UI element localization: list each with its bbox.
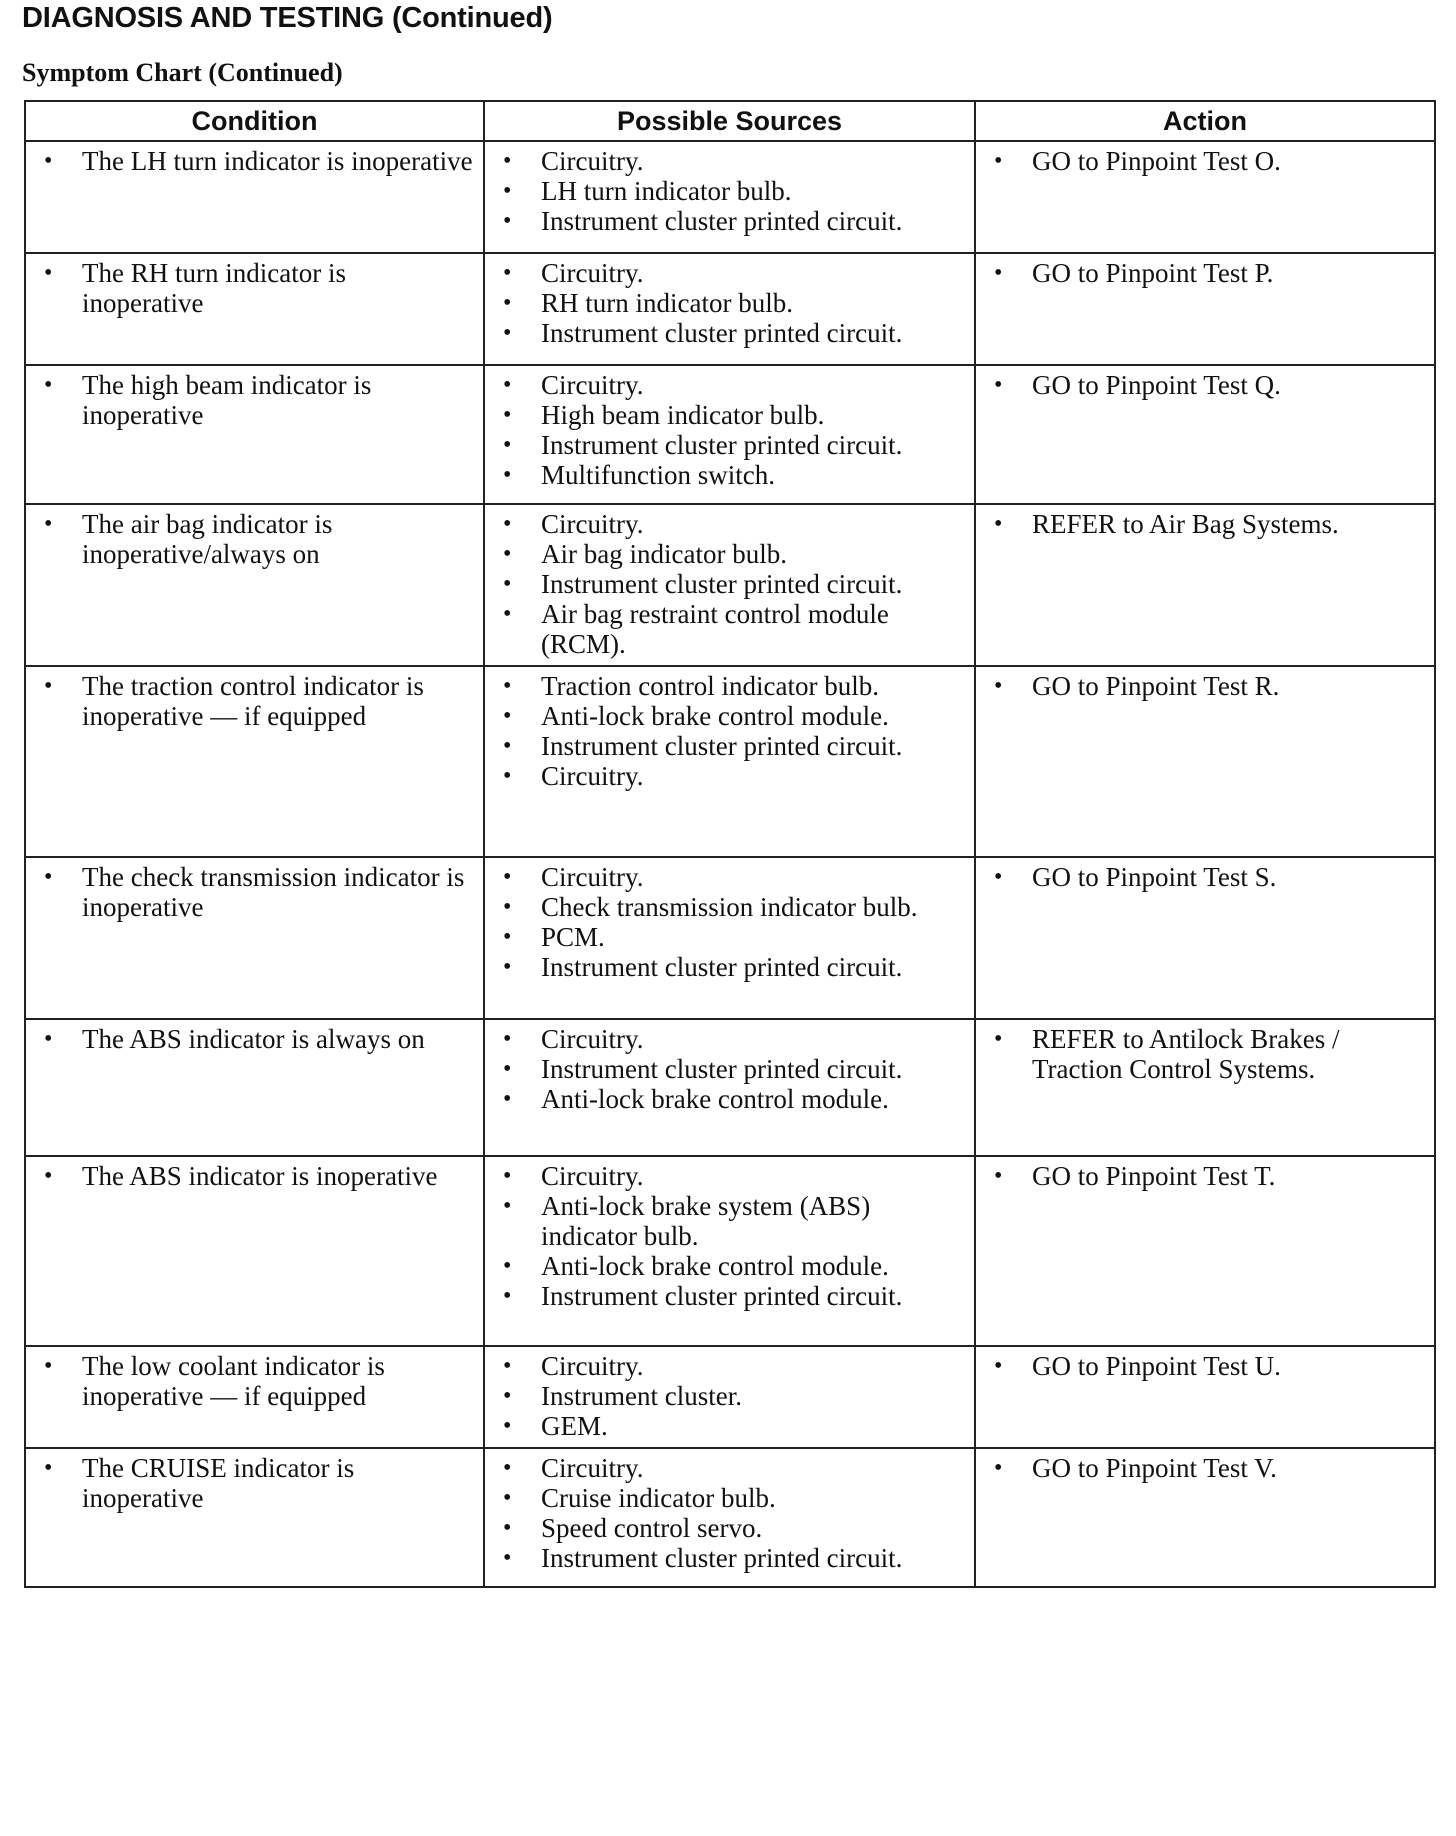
condition-cell-list — [38, 370, 473, 430]
list-item: • Instrument cluster printed circuit. — [497, 1543, 964, 1573]
condition-cell — [25, 1346, 484, 1448]
condition-cell-list — [38, 671, 473, 731]
list-item: • REFER to Air Bag Systems. — [988, 509, 1424, 539]
list-item: • GO to Pinpoint Test U. — [988, 1351, 1424, 1381]
list-item: • Air bag restraint control module (RCM). — [497, 599, 964, 659]
list-item: • Instrument cluster printed circuit. — [497, 952, 964, 982]
table-row — [25, 1019, 1435, 1156]
sources-list — [497, 1453, 964, 1573]
sources-list — [497, 370, 964, 490]
table-body — [25, 141, 1435, 1587]
action-cell-list — [988, 1161, 1424, 1191]
list-item: • Anti-lock brake control module. — [497, 701, 964, 731]
condition-cell-list — [38, 862, 473, 922]
list-item: • Anti-lock brake system (ABS) indicator bulb. — [497, 1191, 964, 1251]
list-item: • The ABS indicator is inoperative — [38, 1161, 473, 1191]
list-item: • Speed control servo. — [497, 1513, 964, 1543]
condition-cell — [25, 1156, 484, 1346]
action-cell-list — [988, 1024, 1424, 1084]
action-cell-list — [988, 509, 1424, 539]
list-item: • Instrument cluster printed circuit. — [497, 1281, 964, 1311]
condition-cell-list — [38, 1351, 473, 1411]
list-item: • The CRUISE indicator is inoperative — [38, 1453, 473, 1513]
action-cell — [975, 1019, 1435, 1156]
action-cell-list — [988, 671, 1424, 701]
list-item: • GEM. — [497, 1411, 964, 1441]
action-cell — [975, 504, 1435, 666]
condition-cell-list — [38, 1161, 473, 1191]
condition-cell — [25, 141, 484, 253]
action-cell-list — [988, 1453, 1424, 1483]
list-item: • Circuitry. — [497, 862, 964, 892]
action-cell — [975, 857, 1435, 1019]
list-item: • Instrument cluster printed circuit. — [497, 430, 964, 460]
list-item: • The ABS indicator is always on — [38, 1024, 473, 1054]
list-item: • The high beam indicator is inoperative — [38, 370, 473, 430]
action-cell — [975, 1156, 1435, 1346]
sources-cell — [484, 1156, 975, 1346]
table-header-row — [25, 101, 1435, 141]
sources-list — [497, 1351, 964, 1441]
table-row — [25, 1346, 1435, 1448]
sources-cell — [484, 365, 975, 504]
list-item: • Circuitry. — [497, 761, 964, 791]
table-row — [25, 666, 1435, 857]
list-item: • Multifunction switch. — [497, 460, 964, 490]
condition-cell — [25, 1448, 484, 1587]
condition-cell-list — [38, 258, 473, 318]
sources-list — [497, 862, 964, 982]
condition-cell — [25, 666, 484, 857]
list-item: • Instrument cluster printed circuit. — [497, 1054, 964, 1084]
sources-list — [497, 1161, 964, 1311]
action-cell-list — [988, 146, 1424, 176]
list-item: • GO to Pinpoint Test T. — [988, 1161, 1424, 1191]
list-item: • The traction control indicator is inoperative — if equipped — [38, 671, 473, 731]
list-item: • Instrument cluster printed circuit. — [497, 318, 964, 348]
sources-cell — [484, 504, 975, 666]
sources-cell — [484, 253, 975, 365]
action-column-header: Action — [975, 101, 1435, 141]
sources-cell — [484, 1448, 975, 1587]
table-row — [25, 1156, 1435, 1346]
sources-list — [497, 671, 964, 791]
list-item: • Anti-lock brake control module. — [497, 1084, 964, 1114]
sources-list — [497, 1024, 964, 1114]
action-cell-list — [988, 370, 1424, 400]
sources-cell — [484, 666, 975, 857]
list-item: • Instrument cluster. — [497, 1381, 964, 1411]
list-item: • The air bag indicator is inoperative/always on — [38, 509, 473, 569]
condition-column-header: Condition — [25, 101, 484, 141]
list-item: • GO to Pinpoint Test S. — [988, 862, 1424, 892]
action-cell — [975, 141, 1435, 253]
list-item: • The check transmission indicator is inoperative — [38, 862, 473, 922]
condition-cell-list — [38, 1453, 473, 1513]
list-item: • Instrument cluster printed circuit. — [497, 206, 964, 236]
sources-column-header: Possible Sources — [484, 101, 975, 141]
list-item: • Circuitry. — [497, 1161, 964, 1191]
list-item: • Circuitry. — [497, 1453, 964, 1483]
list-item: • GO to Pinpoint Test Q. — [988, 370, 1424, 400]
list-item: • GO to Pinpoint Test P. — [988, 258, 1424, 288]
action-cell — [975, 253, 1435, 365]
table-row — [25, 504, 1435, 666]
list-item: • Circuitry. — [497, 1024, 964, 1054]
list-item: • Circuitry. — [497, 509, 964, 539]
list-item: • Circuitry. — [497, 146, 964, 176]
list-item: • Air bag indicator bulb. — [497, 539, 964, 569]
sources-list — [497, 258, 964, 348]
condition-cell-list — [38, 1024, 473, 1054]
table-row — [25, 365, 1435, 504]
condition-cell — [25, 365, 484, 504]
list-item: • High beam indicator bulb. — [497, 400, 964, 430]
condition-cell — [25, 253, 484, 365]
list-item: • Anti-lock brake control module. — [497, 1251, 964, 1281]
action-cell-list — [988, 258, 1424, 288]
list-item: • Instrument cluster printed circuit. — [497, 569, 964, 599]
list-item: • REFER to Antilock Brakes / Traction Control Systems. — [988, 1024, 1424, 1084]
sources-cell — [484, 857, 975, 1019]
list-item: • The low coolant indicator is inoperative — if equipped — [38, 1351, 473, 1411]
sources-list — [497, 509, 964, 659]
table-row — [25, 141, 1435, 253]
list-item: • Circuitry. — [497, 1351, 964, 1381]
condition-cell — [25, 504, 484, 666]
action-cell — [975, 365, 1435, 504]
list-item: • The RH turn indicator is inoperative — [38, 258, 473, 318]
sources-cell — [484, 1346, 975, 1448]
symptom-chart-title: Symptom Chart (Continued) — [22, 58, 343, 87]
action-cell — [975, 1448, 1435, 1587]
table-row — [25, 857, 1435, 1019]
sources-cell — [484, 1019, 975, 1156]
sources-cell — [484, 141, 975, 253]
list-item: • PCM. — [497, 922, 964, 952]
list-item: • GO to Pinpoint Test R. — [988, 671, 1424, 701]
symptom-chart-table — [24, 100, 1436, 1588]
condition-cell-list — [38, 509, 473, 569]
action-cell-list — [988, 1351, 1424, 1381]
table-row — [25, 1448, 1435, 1587]
list-item: • LH turn indicator bulb. — [497, 176, 964, 206]
condition-cell — [25, 857, 484, 1019]
action-cell — [975, 1346, 1435, 1448]
list-item: • GO to Pinpoint Test V. — [988, 1453, 1424, 1483]
list-item: • Circuitry. — [497, 258, 964, 288]
list-item: • Instrument cluster printed circuit. — [497, 731, 964, 761]
action-cell-list — [988, 862, 1424, 892]
list-item: • Circuitry. — [497, 370, 964, 400]
action-cell — [975, 666, 1435, 857]
sources-list — [497, 146, 964, 236]
list-item: • The LH turn indicator is inoperative — [38, 146, 473, 176]
list-item: • GO to Pinpoint Test O. — [988, 146, 1424, 176]
condition-cell — [25, 1019, 484, 1156]
table-row — [25, 253, 1435, 365]
list-item: • RH turn indicator bulb. — [497, 288, 964, 318]
page-heading: DIAGNOSIS AND TESTING (Continued) — [22, 2, 553, 34]
list-item: • Traction control indicator bulb. — [497, 671, 964, 701]
list-item: • Check transmission indicator bulb. — [497, 892, 964, 922]
condition-cell-list — [38, 146, 473, 176]
list-item: • Cruise indicator bulb. — [497, 1483, 964, 1513]
